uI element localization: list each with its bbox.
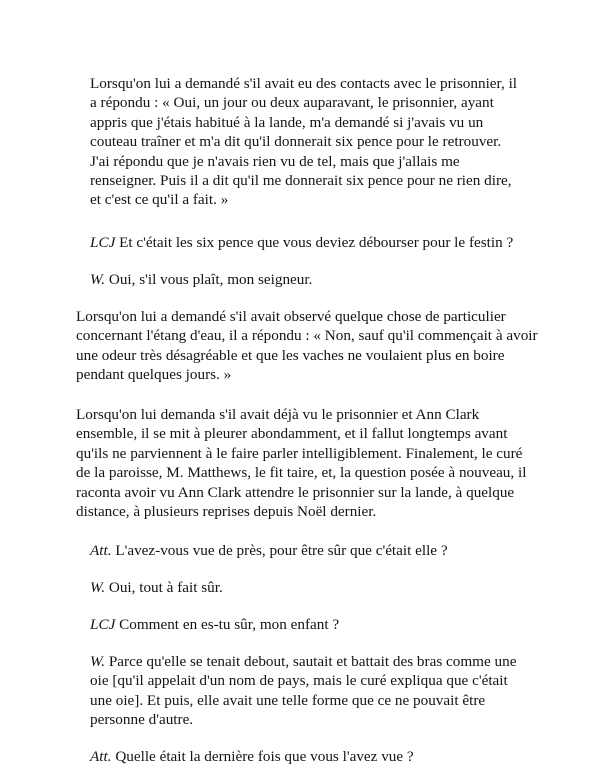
text-line: ensemble, il se mit à pleurer abondamment, et il fallut longtemps avant (76, 425, 508, 443)
text-line: J'ai répondu que je n'avais rien vu de tel, mais que j'allais me (90, 152, 460, 170)
text-line: qu'ils ne parviennent à le faire parler intelligiblement. Finalement, le curé (76, 444, 523, 462)
speaker-label: LCJ (90, 616, 116, 633)
text-line: Lorsqu'on lui a demandé s'il avait eu des contacts avec le prisonnier, il (90, 75, 518, 92)
dialogue-text: Oui, s'il vous plaît, mon seigneur. (105, 271, 313, 288)
text-line: pendant quelques jours. » (76, 366, 232, 384)
dialogue-text: Comment en es-tu sûr, mon enfant ? (115, 616, 340, 633)
narrative-paragraph (76, 405, 526, 521)
speaker-label: W. (90, 653, 106, 670)
dialogue-paragraph (90, 747, 414, 766)
text-line: renseigner. Puis il a dit qu'il me donnerait six pence pour ne rien dire, (90, 172, 512, 190)
text-line: oie [qu'il appelait d'un nom de pays, mais le curé expliqua que c'était (90, 672, 508, 690)
dialogue-paragraph (90, 233, 513, 252)
dialogue-text: Parce qu'elle se tenait debout, sautait et battait des bras comme une (105, 653, 517, 670)
speaker-label: Att. (90, 748, 112, 765)
speaker-label: W. (90, 271, 106, 288)
dialogue-text: Quelle était la dernière fois que vous l'avez vue ? (111, 748, 414, 765)
dialogue-paragraph (90, 270, 312, 289)
text-line: Lorsqu'on lui a demandé s'il avait observé quelque chose de particulier (76, 308, 506, 325)
dialogue-text: L'avez-vous vue de près, pour être sûr que c'était elle ? (111, 542, 448, 559)
dialogue-paragraph (90, 541, 448, 560)
dialogue-text: Oui, tout à fait sûr. (105, 579, 223, 596)
dialogue-paragraph (90, 652, 516, 730)
dialogue-paragraph (90, 578, 223, 597)
text-line: a répondu : « Oui, un jour ou deux auparavant, le prisonnier, ayant (90, 94, 494, 112)
dialogue-text: Et c'était les six pence que vous deviez débourser pour le festin ? (115, 234, 514, 251)
speaker-label: Att. (90, 542, 112, 559)
text-line: distance, à plusieurs reprises depuis Noël dernier. (76, 503, 377, 521)
speaker-label: W. (90, 579, 106, 596)
narrative-paragraph (90, 74, 517, 210)
speaker-label: LCJ (90, 234, 116, 251)
text-line: raconta avoir vu Ann Clark attendre le prisonnier sur la lande, à quelque (76, 483, 515, 501)
dialogue-paragraph (90, 615, 339, 634)
text-line: personne d'autre. (90, 711, 194, 729)
text-line: concernant l'étang d'eau, il a répondu : « Non, sauf qu'il commençait à avoir (76, 327, 538, 345)
text-line: couteau traîner et m'a dit qu'il donnerait six pence pour le retrouver. (90, 133, 502, 151)
text-line: une oie]. Et puis, elle avait une telle forme que ce ne pouvait être (90, 691, 486, 709)
text-line: une odeur très désagréable et que les vaches ne voulaient plus en boire (76, 346, 505, 364)
text-line: Lorsqu'on lui demanda s'il avait déjà vu le prisonnier et Ann Clark (76, 406, 480, 423)
text-line: de la paroisse, M. Matthews, le fit taire, et, la question posée à nouveau, il (76, 464, 527, 482)
text-line: appris que j'étais habitué à la lande, m'a demandé si j'avais vu un (90, 113, 484, 131)
text-line: et c'est ce qu'il a fait. » (90, 191, 229, 209)
narrative-paragraph (76, 307, 538, 385)
